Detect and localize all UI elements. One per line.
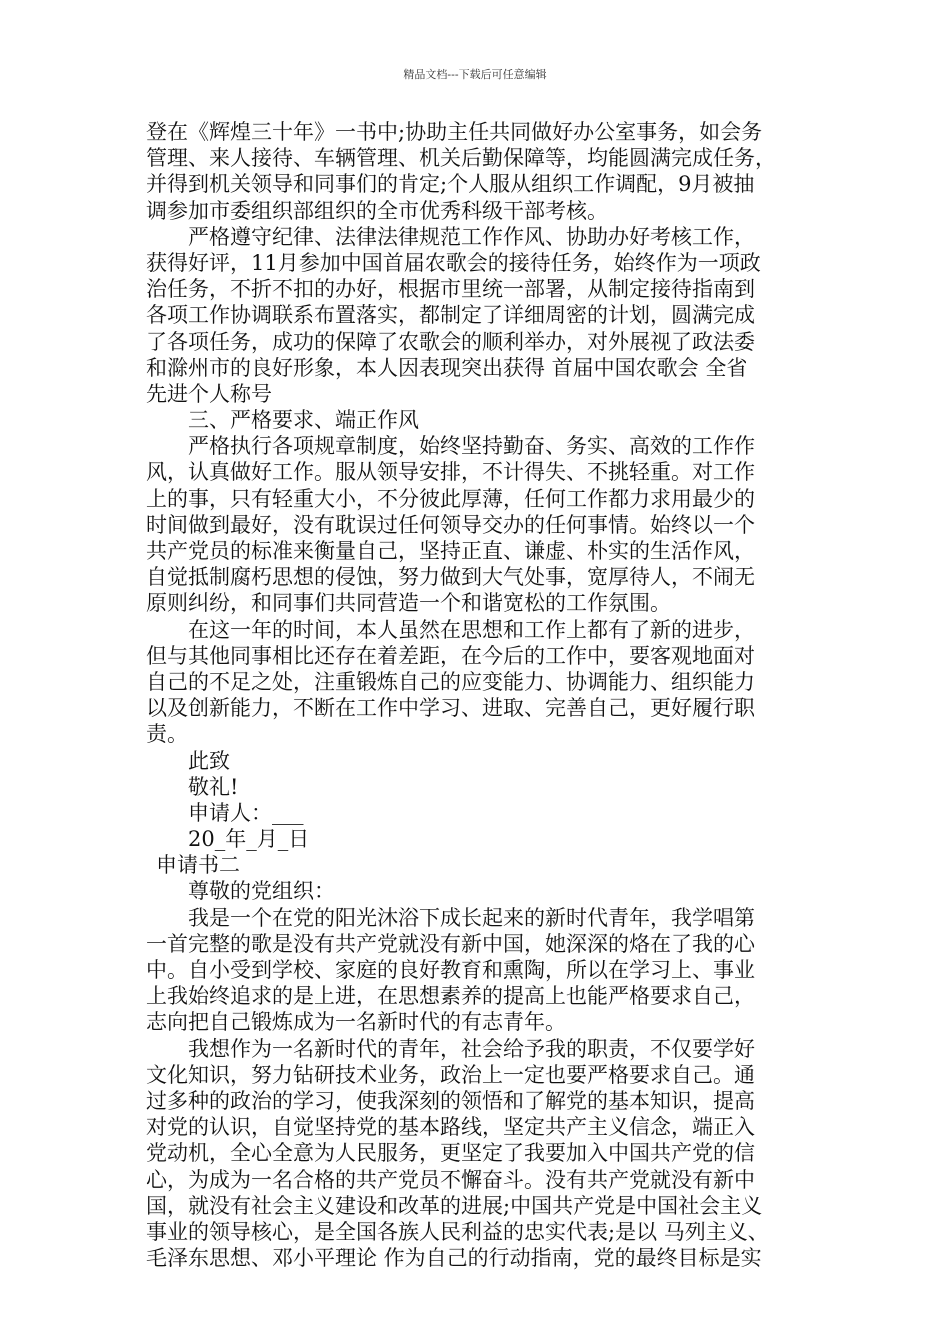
text-line: 并得到机关领导和同事们的肯定;个人服从组织工作调配，9月被抽 [146, 172, 755, 197]
text-line: 对党的认识，自觉坚持党的基本路线，坚定共产主义信念，端正入 [146, 1115, 755, 1140]
text-line: 尊敬的党组织： [188, 879, 335, 904]
text-line: 申请书二 [156, 853, 240, 878]
text-line: 三、严格要求、端正作风 [188, 408, 419, 433]
text-line: 国，就没有社会主义建设和改革的进展;中国共产党是中国社会主义 [146, 1193, 763, 1218]
text-line: 自己的不足之处，注重锻炼自己的应变能力、协调能力、组织能力 [146, 669, 755, 694]
text-line: 登在《辉煌三十年》一书中;协助主任共同做好办公室事务，如会务 [146, 120, 763, 144]
text-line: 毛泽东思想、邓小平理论 作为自己的行动指南，党的最终目标是实 [146, 1246, 762, 1271]
text-line: 但与其他同事相比还存在着差距，在今后的工作中，要客观地面对 [146, 643, 755, 668]
text-line: 以及创新能力，不断在工作中学习、进取、完善自己，更好履行职 [146, 696, 755, 721]
text-line: 时间做到最好，没有耽误过任何领导交办的任何事情。始终以一个 [146, 512, 755, 537]
text-line: 上的事，只有轻重大小，不分彼此厚薄，任何工作都力求用最少的 [146, 486, 755, 511]
text-line: 一首完整的歌是没有共产党就没有新中国，她深深的烙在了我的心 [146, 931, 755, 956]
text-line: 志向把自己锻炼成为一名新时代的有志青年。 [146, 1010, 566, 1035]
text-line: 管理、来人接待、车辆管理、机关后勤保障等，均能圆满完成任务， [146, 146, 776, 171]
text-line: 敬礼! [188, 774, 239, 799]
text-line: 申请人：___ [188, 800, 304, 825]
text-line: 治任务，不折不扣的办好，根据市里统一部署，从制定接待指南到 [146, 277, 755, 302]
text-line: 先进个人称号 [146, 381, 272, 406]
text-line: 上我始终追求的是上进，在思想素养的提高上也能严格要求自己， [146, 984, 755, 1009]
text-line: 风，认真做好工作。服从领导安排，不计得失、不挑轻重。对工作 [146, 460, 755, 485]
text-line: 中。自小受到学校、家庭的良好教育和熏陶，所以在学习上、事业 [146, 958, 755, 982]
document-body [146, 119, 826, 1271]
text-line: 我是一个在党的阳光沐浴下成长起来的新时代青年，我学唱第 [188, 905, 755, 930]
text-line: 和滁州市的良好形象，本人因表现突出获得 首届中国农歌会 全省 [146, 355, 748, 380]
text-line: 我想作为一名新时代的青年，社会给予我的职责，不仅要学好 [188, 1036, 755, 1061]
text-line: 自觉抵制腐朽思想的侵蚀，努力做到大气处事，宽厚待人，不闹无 [146, 565, 755, 590]
text-line: 了各项任务，成功的保障了农歌会的顺利举办，对外展视了政法委 [146, 329, 755, 354]
text-line: 各项工作协调联系布置落实，都制定了详细周密的计划，圆满完成 [146, 303, 755, 328]
text-line: 严格执行各项规章制度，始终坚持勤奋、务实、高效的工作作 [188, 434, 755, 459]
text-line: 20_年_月_日 [188, 827, 310, 852]
text-line: 责。 [146, 722, 188, 747]
text-line: 文化知识，努力钻研技术业务，政治上一定也要严格要求自己。通 [146, 1062, 755, 1087]
text-line: 过多种的政治的学习，使我深刻的领悟和了解党的基本知识，提高 [146, 1088, 755, 1113]
text-line: 事业的领导核心，是全国各族人民利益的忠实代表;是以 马列主义、 [146, 1219, 769, 1244]
text-line: 严格遵守纪律、法律法律规范工作作风、协助办好考核工作， [188, 224, 755, 249]
text-line: 调参加市委组织部组织的全市优秀科级干部考核。 [146, 198, 608, 223]
text-line: 共产党员的标准来衡量自己，坚持正直、谦虚、朴实的生活作风， [146, 539, 755, 563]
header-note: 精品文档---下载后可任意编辑 [403, 68, 547, 81]
text-line: 在这一年的时间，本人虽然在思想和工作上都有了新的进步， [188, 617, 755, 642]
text-line: 党动机，全心全意为人民服务，更坚定了我要加入中国共产党的信 [146, 1141, 755, 1166]
text-line: 此致 [188, 748, 230, 773]
text-line: 心，为成为一名合格的共产党员不懈奋斗。没有共产党就没有新中 [146, 1167, 755, 1192]
text-line: 获得好评，11月参加中国首届农歌会的接待任务，始终作为一项政 [146, 250, 761, 275]
text-line: 原则纠纷，和同事们共同营造一个和谐宽松的工作氛围。 [146, 591, 671, 616]
